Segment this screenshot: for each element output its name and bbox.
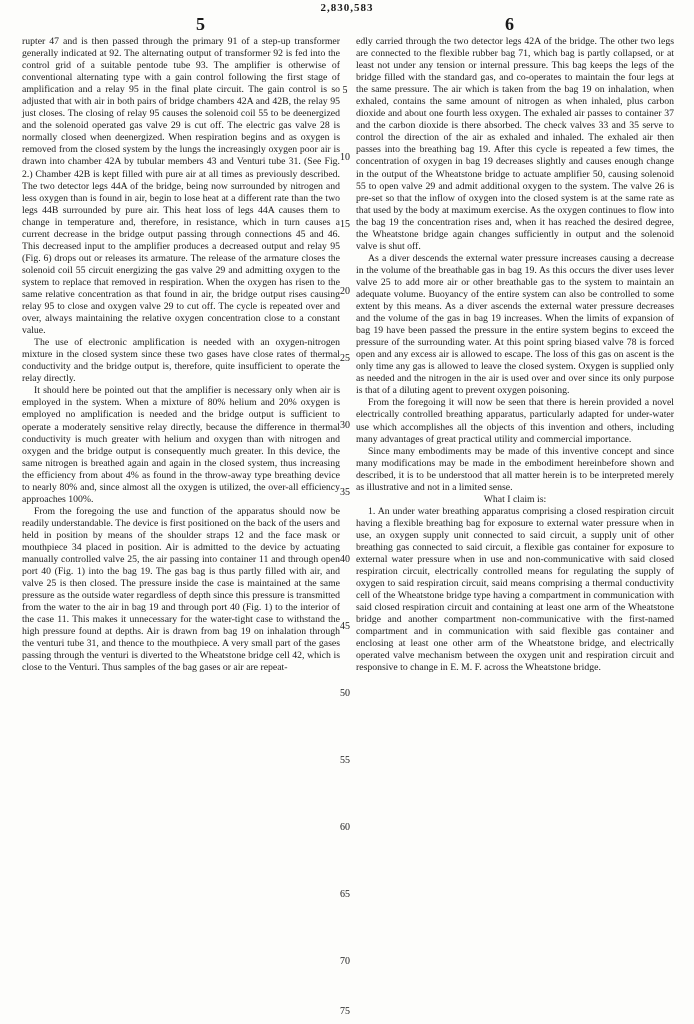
line-number: 65	[340, 889, 350, 900]
paragraph: As a diver descends the external water pressure increases causing a decrease in the volume of the breathable gas in bag 19. As this occurs the diver uses lever valve 25 to add more air or other breathable gas to the system to maintain an adequate volume. Buoyancy of the entire system can also be controlled to some extent by this means. As a diver ascends the external water pressure decreases and the volume of the gas in bag 19 increases. When the limits of expansion of bag 19 have been passed the pressure in the entire system begins to exceed the pressure of the surrounding water. At this point spring biased valve 78 is forced open and any excess air is allowed to escape. The loss of this gas on ascent is the only time any gas is allowed to leave the closed system. Oxygen is supplied only as needed and the nitrogen in the air is used over and over since its only purpose is that of a diluting agent to prevent oxygen poisoning.	[356, 252, 674, 397]
page-number-right: 6	[505, 14, 514, 34]
line-number: 70	[340, 956, 350, 967]
line-number: 25	[340, 353, 350, 364]
right-text-column	[356, 36, 674, 674]
line-number: 75	[340, 1006, 350, 1017]
line-number: 20	[340, 286, 350, 297]
paragraph: The use of electronic amplification is needed with an oxygen-nitrogen mixture in the closed system since these two gases have close rates of thermal conductivity and the bridge output is, therefore, quite insufficient to operate the relay directly.	[22, 337, 340, 385]
patent-number: 2,830,583	[320, 2, 374, 14]
paragraph: rupter 47 and is then passed through the primary 91 of a step-up transformer generally indicated at 92. The alternating output of transformer 92 is fed into the control grid of a suitable pentode tube 93. The amplifier is otherwise of conventional alternating type with a gain control following the first stage of amplification and a relay 95 in the final plate circuit. The gain control is so adjusted that with air in both pairs of bridge chambers 42A and 42B, the relay 95 just closes. The closing of relay 95 causes the solenoid coil 55 to be deenergized and the solenoid operated gas valve 29 is cut off. The electric gas valve 28 is normally closed when deenergized. When respiration begins and as oxygen is removed from the closed system by the lungs the increasingly oxygen poor air is drawn into chamber 42A by tubular members 43 and Venturi tube 31. (See Fig. 2.) Chamber 42B is kept filled with pure air at all times as previously described. The two detector legs 44A of the bridge, being now surrounded by nitrogen and less oxygen than is found in air, begin to lose heat at a different rate than the two legs 44B surrounded by pure air. This heat loss of legs 44A causes them to change in temperature and, therefore, in resistance, which in turn causes a current decrease in the bridge output passing through connections 45 and 46. This decreased input to the amplifier produces a decreased output and relay 95 (Fig. 6) drops out or releases its armature. The release of the armature closes the solenoid coil 55 circuit energizing the gas valve 29 and admitting oxygen to the system to replace that removed in respiration. When the oxygen has risen to the same relative concentration as that found in air, the bridge output rises causing relay 95 to close and oxygen valve 29 to cut off. The cycle is repeated over and over, always maintaining the relative oxygen concentration close to a constant value.	[22, 36, 340, 337]
line-number: 55	[340, 755, 350, 766]
line-number: 50	[340, 688, 350, 699]
paragraph: edly carried through the two detector legs 42A of the bridge. The other two legs are connected to the flexible rubber bag 71, which bag is partly collapsed, or at least not under any tension or internal pressure. This bag keeps the legs of the bridge filled with the standard gas, and co-operates to maintain the four legs at the same pressure. The air which is taken from the bag 19 on inhalation, when exhaled, contains the same amount of nitrogen as when inhaled, plus carbon dioxide and about one fourth less oxygen. The exhaled air passes to container 37 and the carbon dioxide is there absorbed. The check valves 33 and 35 serve to control the direction of the air as exhaled and inhaled. The exhaled air then passes into the breathing bag 19. After this cycle is repeated a few times, the concentration of oxygen in bag 19 decreases slightly and causes enough change in the output of the Wheatstone bridge to actuate amplifier 50, causing solenoid 55 to open valve 29 and admit additional oxygen to the system. The valve 26 is pre-set so that the inflow of oxygen into the closed system is at the same rate as that used by the body at maximum exercise. As the oxygen continues to flow into the bag 19 the concentration rises and, when it has reached the desired degree, the Wheatstone bridge again changes sufficiently in output and the solenoid valve is shut off.	[356, 36, 674, 252]
claims-heading: What I claim is:	[483, 493, 547, 505]
line-number: 30	[340, 420, 350, 431]
claim-paragraph: 1. An under water breathing apparatus comprising a closed respiration circuit having a flexible breathing bag for exposure to external water pressure when in use, an oxygen supply unit connected to said circuit, a supply unit of other breathing gas connected to said circuit, a flexible gas container for exposure to external water pressure when in use and non-communicative with said closed respiration circuit, electrically controlled means for regulating the supply of oxygen to said respiration circuit, said means comprising a thermal conductivity cell of the Wheatstone bridge type having a compartment in communication with said closed respiration circuit and containing at least one arm of the Wheatstone bridge and another compartment non-communicative with the first-named compartment and in communication with said flexible gas container and enclosing at least one other arm of the Wheatstone bridge, and electrically operated valve mechanism between the oxygen unit and respiration circuit and responsive to change in E. M. F. across the Wheatstone bridge.	[356, 505, 674, 674]
line-number: 60	[340, 822, 350, 833]
page-number-left: 5	[196, 14, 205, 34]
paragraph: From the foregoing the use and function of the apparatus should now be readily understandable. The device is first positioned on the back of the users and held in position by means of the shoulder straps 12 and the face mask or mouthpiece 34 placed in position. Air is admitted to the device by actuating manually controlled valve 25, the air passing into container 11 and through open port 40 (Fig. 1) into the bag 19. The gas bag is thus partly filled with air, and valve 25 is then closed. The pressure inside the case is maintained at the same pressure as the outside water regardless of depth since this pressure is transmitted from the water to the air in bag 19 and through port 40 (Fig. 1) to the interior of the case 11. This makes it unnecessary for the water-tight case to withstand the high pressure found at depths. Air is drawn from bag 19 on inhalation through the venturi tube 31, and thence to the mouthpiece. A very small part of the gases passing through the venturi is diverted to the Wheatstone bridge cell 42, which is close to the Venturi. Thus samples of the bag gases or air are repeat-	[22, 505, 340, 674]
line-number: 45	[340, 621, 350, 632]
line-number: 10	[340, 152, 350, 163]
line-number: 35	[340, 487, 350, 498]
line-number: 5	[342, 85, 348, 96]
paragraph: From the foregoing it will now be seen that there is herein provided a novel electrically controlled breathing apparatus, particularly adapted for under-water use which accomplishes all the objects of this invention and others, including many advantages of great practical utility and commercial importance.	[356, 397, 674, 445]
paragraph: It should here be pointed out that the amplifier is necessary only when air is employed in the system. When a mixture of 80% helium and 20% oxygen is employed no amplification is needed and the bridge output is sufficient to operate a moderately sensitive relay directly, because the difference in thermal conductivity is much greater with helium and oxygen than with nitrogen and oxygen and the bridge output is consequently much greater. In this device, the same nitrogen is breathed again and again in the closed system, thus increasing the efficiency from about 4% as found in the throw-away type breathing device to nearly 80% and, since almost all the oxygen is utilized, the over-all efficiency approaches 100%.	[22, 385, 340, 505]
left-text-column	[22, 36, 340, 674]
paragraph: Since many embodiments may be made of this inventive concept and since many modifications may be made in the embodiment hereinbefore shown and described, it is to be understood that all matter herein is to be interpreted merely as illustrative and not in a limited sense.	[356, 445, 674, 493]
line-number: 40	[340, 554, 350, 565]
line-number: 15	[340, 219, 350, 230]
